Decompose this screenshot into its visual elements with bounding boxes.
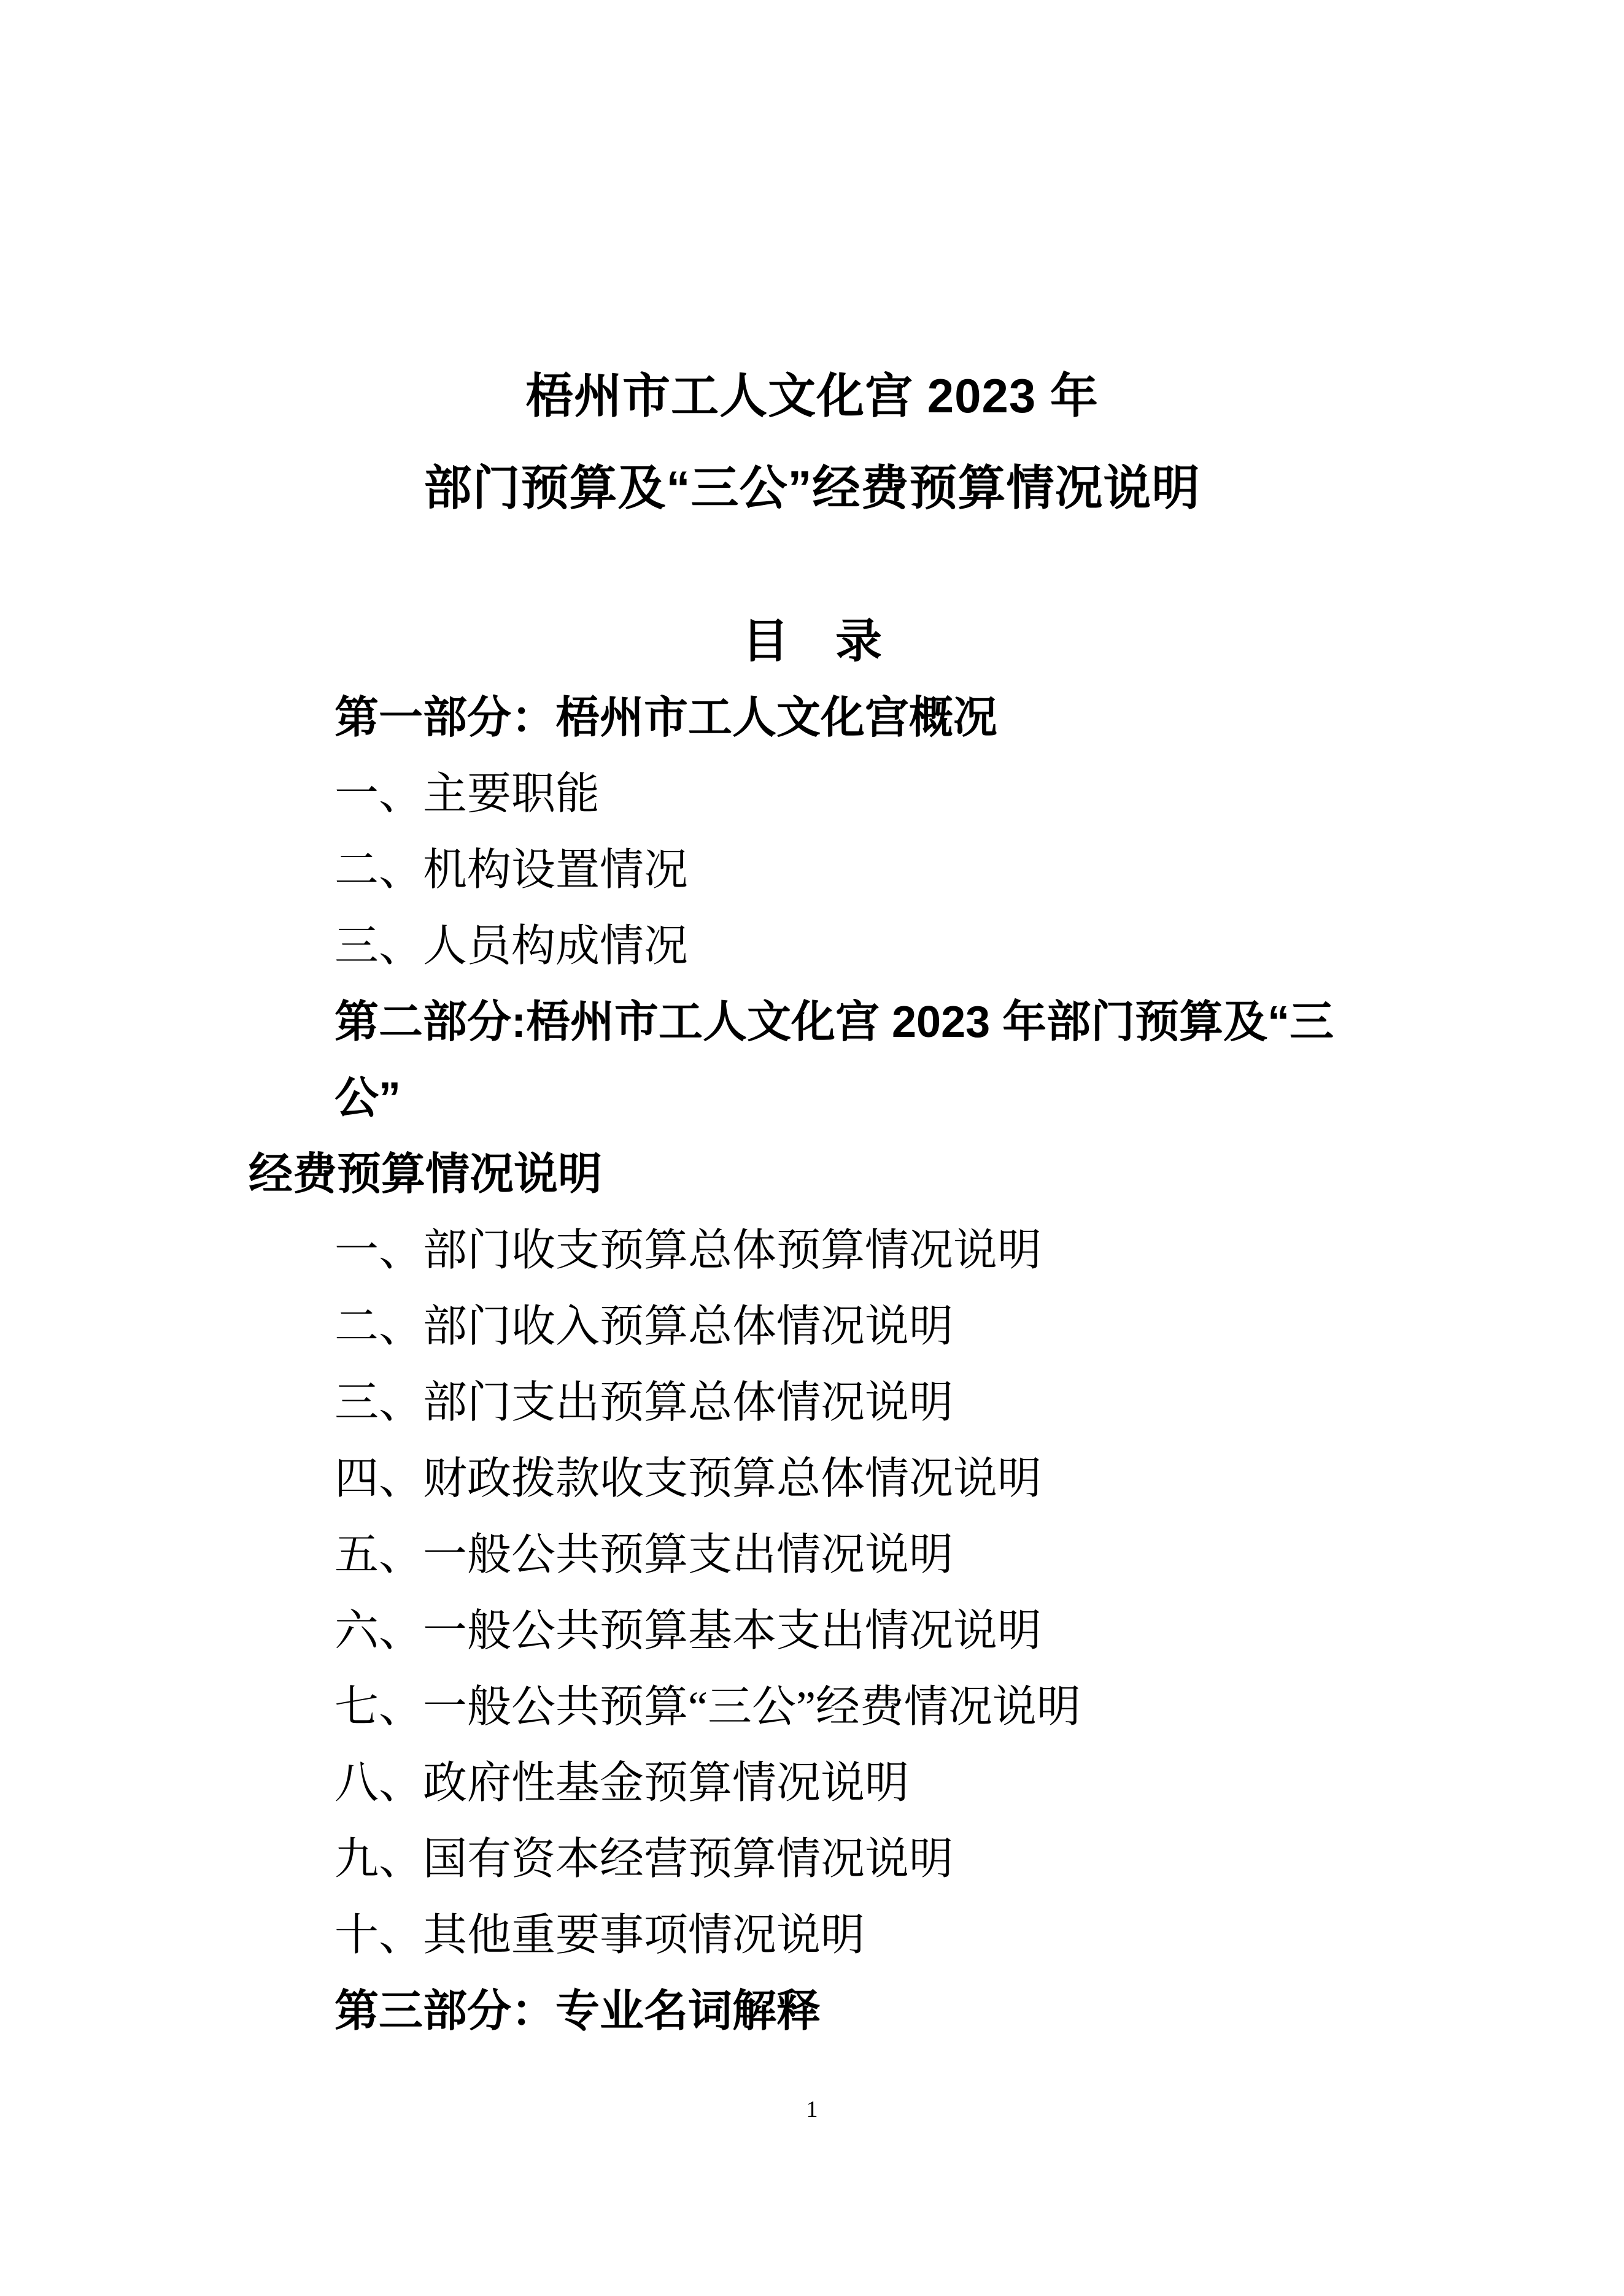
toc-item: 三、部门支出预算总体情况说明: [334, 1378, 954, 1427]
page-number: 1: [806, 2097, 818, 2122]
title-line-2: 部门预算及“三公”经费预算情况说明: [423, 461, 1201, 515]
table-of-contents: [249, 604, 1375, 2049]
toc-item: 二、部门收入预算总体情况说明: [334, 1302, 954, 1351]
toc-item: 一、主要职能: [334, 769, 600, 819]
toc-item: 二、机构设置情况: [334, 846, 689, 895]
toc-item: 七、一般公共预算“三公”经费情况说明: [334, 1682, 1081, 1732]
toc-item: 十、其他重要事项情况说明: [334, 1911, 865, 1960]
toc-item: 四、财政拨款收支预算总体情况说明: [334, 1454, 1042, 1503]
toc-item: 九、国有资本经营预算情况说明: [334, 1835, 954, 1884]
title-line-1: 梧州市工人文化宫 2023 年: [525, 369, 1099, 423]
toc-part-2-heading: 第二部分:梧州市工人文化宫 2023 年部门预算及“三公”: [334, 998, 1334, 1123]
toc-part-3-heading: 第三部分：专业名词解释: [334, 1987, 821, 2036]
toc-item: 六、一般公共预算基本支出情况说明: [334, 1606, 1042, 1655]
toc-part-1-heading: 第一部分：梧州市工人文化宫概况: [334, 693, 998, 742]
toc-item: 一、部门收支预算总体预算情况说明: [334, 1226, 1042, 1275]
document-title: [0, 350, 1624, 534]
toc-item: 八、政府性基金预算情况说明: [334, 1759, 910, 1808]
toc-part-2-heading-continuation: 经费预算情况说明: [249, 1150, 603, 1199]
toc-item: 五、一般公共预算支出情况说明: [334, 1530, 954, 1579]
toc-item: 三、人员构成情况: [334, 922, 689, 971]
toc-heading: 目 录: [742, 615, 882, 668]
